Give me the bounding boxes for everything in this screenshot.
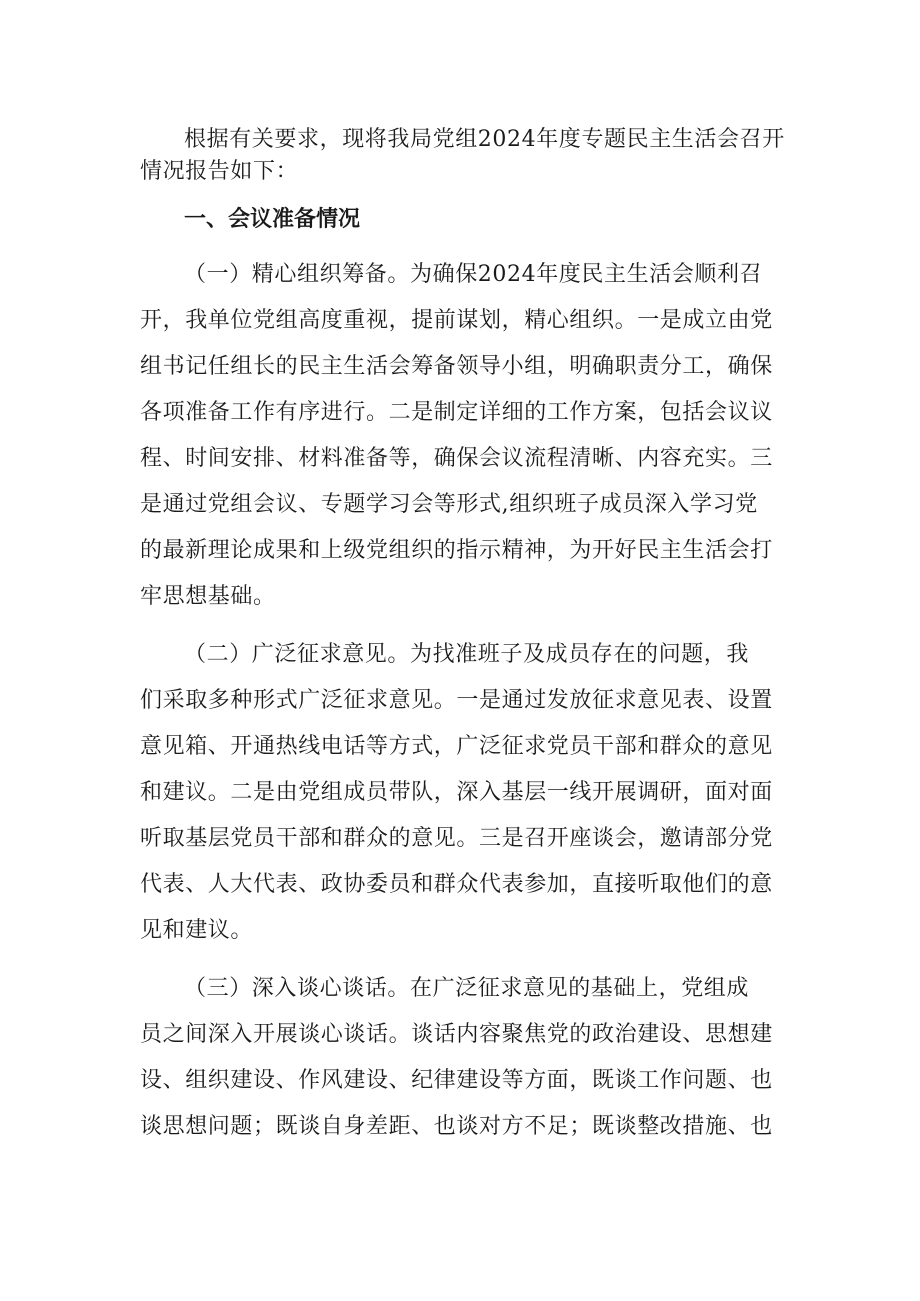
- paragraph-line: 见和建议。: [140, 918, 254, 943]
- paragraph-line: 设、组织建设、作风建设、纪律建设等方面，既谈工作问题、也: [140, 1068, 773, 1093]
- section-heading: 一、会议准备情况: [184, 207, 361, 232]
- intro-line: 情况报告如下：: [140, 159, 299, 184]
- paragraph-line: 意见箱、开通热线电话等方式，广泛征求党员干部和群众的意见: [140, 734, 773, 759]
- paragraph-line: 组书记任组长的民主生活会筹备领导小组，明确职责分工，确保: [140, 354, 773, 379]
- paragraph-line: 们采取多种形式广泛征求意见。一是通过发放征求意见表、设置: [140, 688, 773, 713]
- intro-paragraph: [140, 124, 790, 188]
- paragraph-line: 牢思想基础。: [140, 584, 276, 609]
- paragraph-line: 谈思想问题；既谈自身差距、也谈对方不足；既谈整改措施、也: [140, 1114, 773, 1139]
- paragraph-line: 开，我单位党组高度重视，提前谋划，精心组织。一是成立由党: [140, 308, 773, 333]
- paragraph-line: （一）精心组织筹备。为确保2024年度民主生活会顺利召: [184, 262, 763, 287]
- paragraph-line: 各项准备工作有序进行。二是制定详细的工作方案，包括会议议: [140, 400, 773, 425]
- document-page: [140, 110, 790, 1150]
- paragraph-line: （三）深入谈心谈话。在广泛征求意见的基础上，党组成: [184, 976, 750, 1001]
- paragraph-line: 的最新理论成果和上级党组织的指示精神，为开好民主生活会打: [140, 538, 773, 563]
- paragraph-line: 程、时间安排、材料准备等，确保会议流程清晰、内容充实。三: [140, 446, 773, 471]
- paragraph-line: （二）广泛征求意见。为找准班子及成员存在的问题，我: [184, 642, 750, 667]
- paragraph-line: 听取基层党员干部和群众的意见。三是召开座谈会，邀请部分党: [140, 826, 773, 851]
- paragraph-preparation: [140, 252, 790, 620]
- paragraph-opinions: [140, 632, 790, 954]
- paragraph-line: 代表、人大代表、政协委员和群众代表参加，直接听取他们的意: [140, 872, 773, 897]
- paragraph-talks: [140, 966, 790, 1150]
- paragraph-line: 员之间深入开展谈心谈话。谈话内容聚焦党的政治建设、思想建: [140, 1022, 773, 1047]
- paragraph-line: 是通过党组会议、专题学习会等形式,组织班子成员深入学习党: [140, 492, 758, 517]
- intro-line: 根据有关要求，现将我局党组2024年度专题民主生活会召开: [184, 127, 785, 152]
- paragraph-line: 和建议。二是由党组成员带队，深入基层一线开展调研，面对面: [140, 780, 773, 805]
